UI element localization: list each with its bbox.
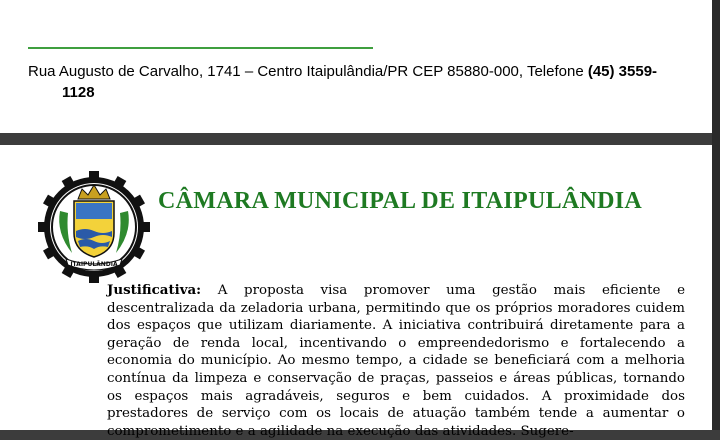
address-text: Rua Augusto de Carvalho, 1741 – Centro Itaipulândia/PR CEP 85880-000, Telefone	[28, 63, 588, 80]
address-phone: (45) 3559-	[587, 63, 658, 80]
justification-label: Justificativa:	[107, 282, 202, 298]
footer-divider	[28, 47, 373, 49]
justification-paragraph	[107, 282, 685, 440]
page-separator	[0, 133, 720, 145]
svg-text:ITAIPULÂNDIA: ITAIPULÂNDIA	[70, 261, 118, 268]
previous-page	[0, 0, 712, 133]
scrollbar[interactable]	[712, 0, 720, 430]
page-title: CÂMARA MUNICIPAL DE ITAIPULÂNDIA	[158, 188, 643, 214]
footer-address	[28, 61, 698, 103]
municipal-seal-icon	[38, 171, 150, 283]
justification-text: A proposta visa promover uma gestão mais eficiente e descentralizada da zeladoria urbana, permitindo que os próprios moradores cuidem dos espaços que utilizam diariamente. A iniciativa contribuirá diretamente para a geração de renda local, incentivando o empreendedorismo e fortalecendo a economia do município. Ao mesmo tempo, a cidade se beneficiará com a melhoria contínua da limpeza e conservação de praças, passeios e áreas públicas, tornando os espaços mais agradáveis, seguros e bem cuidados. A proximidade dos prestadores de serviço com os locais de atuação também tende a aumentar o comprometimento e a agilidade na execução das atividades. Sugere-	[107, 283, 685, 439]
address-phone-continued: 1128	[62, 84, 95, 101]
current-page	[0, 145, 712, 439]
